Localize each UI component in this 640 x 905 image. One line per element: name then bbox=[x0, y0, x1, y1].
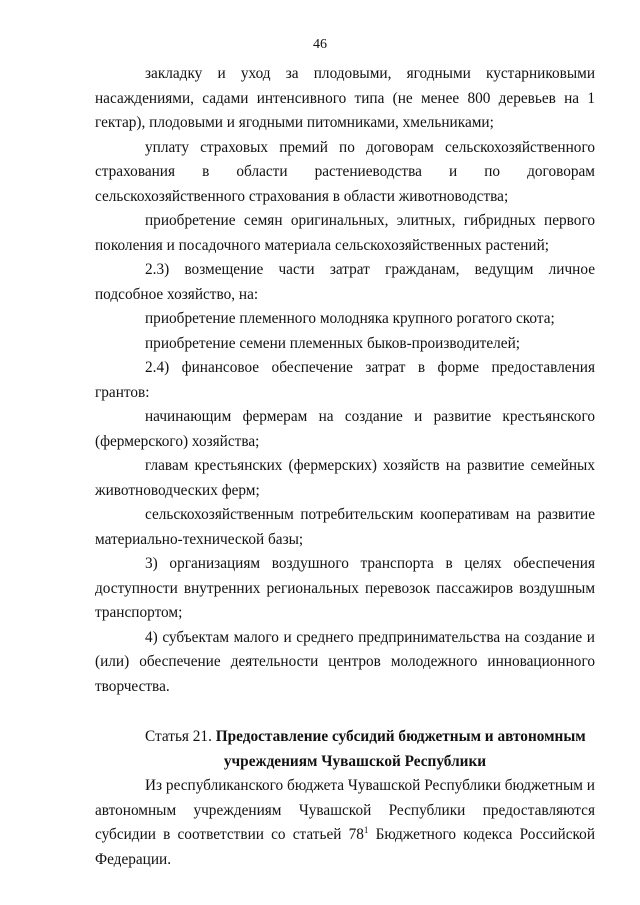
article-heading bbox=[95, 725, 595, 750]
page-number: 46 bbox=[313, 37, 327, 52]
paragraph-family-farms: главам крестьянских (фермерских) хозяйств на развитие семейных животноводческих ферм; bbox=[95, 457, 595, 499]
paragraph-bulls-semen: приобретение семени племенных быков-производителей; bbox=[145, 334, 521, 352]
paragraph-2-3: 2.3) возмещение части затрат гражданам, ведущим личное подсобное хозяйство, на: bbox=[95, 261, 595, 303]
paragraph-seeds: приобретение семян оригинальных, элитных, гибридных первого поколения и посадочного материала сельскохозяйственных растений; bbox=[95, 212, 595, 254]
article-label: Статья 21. bbox=[145, 728, 212, 745]
section-spacer bbox=[95, 699, 595, 725]
paragraph-insurance: уплату страховых премий по договорам сельскохозяйственного страхования в области растениеводства и по договорам сельскохозяйственного страхования в области животноводства; bbox=[95, 138, 595, 205]
paragraph-cattle: приобретение племенного молодняка крупного рогатого скота; bbox=[145, 310, 555, 327]
article-body-paragraph bbox=[95, 774, 595, 872]
article-title-line2: учреждениям Чувашской Республики bbox=[223, 752, 487, 770]
paragraph-innovation-centers: 4) субъектам малого и среднего предпринимательства на создание и (или) обеспечение деятельности центров молодежного инновационного творчества. bbox=[95, 628, 595, 695]
article-superscript: 1 bbox=[363, 824, 369, 835]
article-text-before: Из республиканского бюджета Чувашской Республики бюджетным и автономным учреждениям Чувашской Республики предоставляются субсидии в соответствии со статьей 78 bbox=[95, 777, 595, 843]
paragraph-orchards: закладку и уход за плодовыми, ягодными кустарниковыми насаждениями, садами интенсивного типа (не менее 800 деревьев на 1 гектар), плодовыми и ягодными питомниками, хмельниками; bbox=[95, 65, 595, 131]
paragraph-new-farmers: начинающим фермерам на создание и развитие крестьянского (фермерского) хозяйства; bbox=[95, 408, 595, 450]
article-text-after: Бюджетного кодекса Российской Федерации. bbox=[95, 826, 596, 868]
article-title-line1: Предоставление субсидий бюджетным и автономным bbox=[215, 728, 586, 745]
document-body bbox=[95, 62, 595, 872]
paragraph-cooperatives: сельскохозяйственным потребительским кооперативам на развитие материально-технической базы; bbox=[95, 506, 595, 548]
paragraph-air-transport: 3) организациям воздушного транспорта в целях обеспечения доступности внутренних региональных перевозок пассажиров воздушным транспортом; bbox=[95, 555, 595, 621]
paragraph-2-4: 2.4) финансовое обеспечение затрат в форме предоставления грантов: bbox=[95, 359, 595, 401]
